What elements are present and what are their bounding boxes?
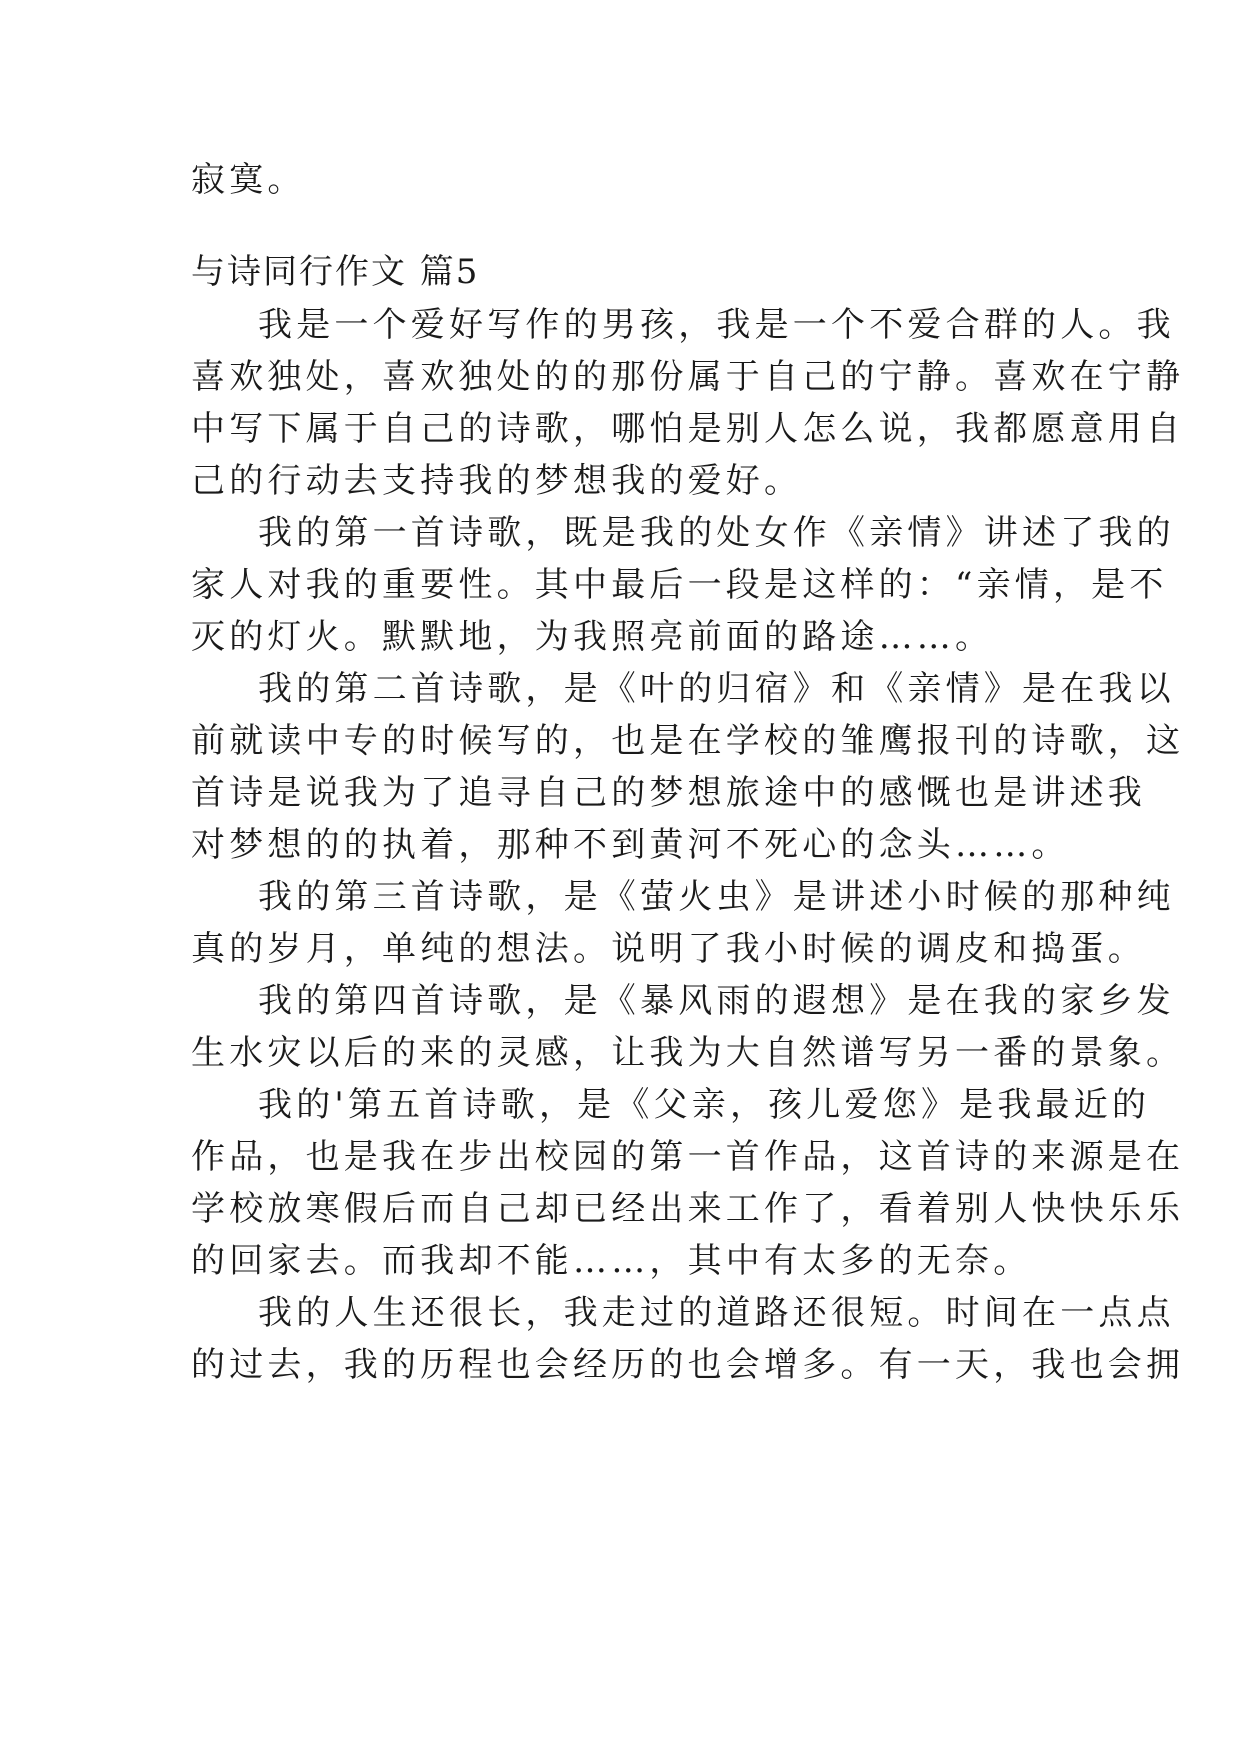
paragraph-line: 真的岁月，单纯的想法。说明了我小时候的调皮和捣蛋。 (191, 929, 1146, 969)
paragraph-line: 我的第四首诗歌，是《暴风雨的遐想》是在我的家乡发 (258, 981, 1175, 1021)
paragraph-line: 喜欢独处，喜欢独处的的那份属于自己的宁静。喜欢在宁静 (191, 357, 1185, 397)
paragraph-line: 我的人生还很长，我走过的道路还很短。时间在一点点 (258, 1293, 1175, 1333)
paragraph-line: 灭的灯火。默默地，为我照亮前面的路途……。 (191, 617, 994, 657)
paragraph-line: 我的第二首诗歌，是《叶的归宿》和《亲情》是在我以 (258, 669, 1175, 709)
paragraph-line: 我的第一首诗歌，既是我的处女作《亲情》讲述了我的 (258, 513, 1175, 553)
paragraph-line: 中写下属于自己的诗歌，哪怕是别人怎么说，我都愿意用自 (191, 409, 1185, 449)
paragraph-line: 首诗是说我为了追寻自己的梦想旅途中的感慨也是讲述我 (191, 773, 1146, 813)
section-heading: 与诗同行作文 篇5 (191, 252, 480, 292)
paragraph-line: 生水灾以后的来的灵感，让我为大自然谱写另一番的景象。 (191, 1033, 1185, 1073)
paragraph-line: 我的'第五首诗歌，是《父亲，孩儿爱您》是我最近的 (258, 1085, 1151, 1125)
paragraph-line: 学校放寒假后而自己却已经出来工作了，看着别人快快乐乐 (191, 1189, 1185, 1229)
paragraph-line: 前就读中专的时候写的，也是在学校的雏鹰报刊的诗歌，这 (191, 721, 1185, 761)
paragraph-line: 我是一个爱好写作的男孩，我是一个不爱合群的人。我 (258, 305, 1175, 345)
paragraph-line: 寂寞。 (191, 160, 306, 200)
paragraph-line: 己的行动去支持我的梦想我的爱好。 (191, 461, 803, 501)
paragraph-line: 对梦想的的执着，那种不到黄河不死心的念头……。 (191, 825, 1070, 865)
paragraph-line: 的过去，我的历程也会经历的也会增多。有一天，我也会拥 (191, 1345, 1185, 1385)
paragraph-line: 的回家去。而我却不能……，其中有太多的无奈。 (191, 1241, 1032, 1281)
paragraph-line: 作品，也是我在步出校园的第一首作品，这首诗的来源是在 (191, 1137, 1185, 1177)
paragraph-line: 家人对我的重要性。其中最后一段是这样的：“亲情，是不 (191, 565, 1168, 605)
paragraph-line: 我的第三首诗歌，是《萤火虫》是讲述小时候的那种纯 (258, 877, 1175, 917)
